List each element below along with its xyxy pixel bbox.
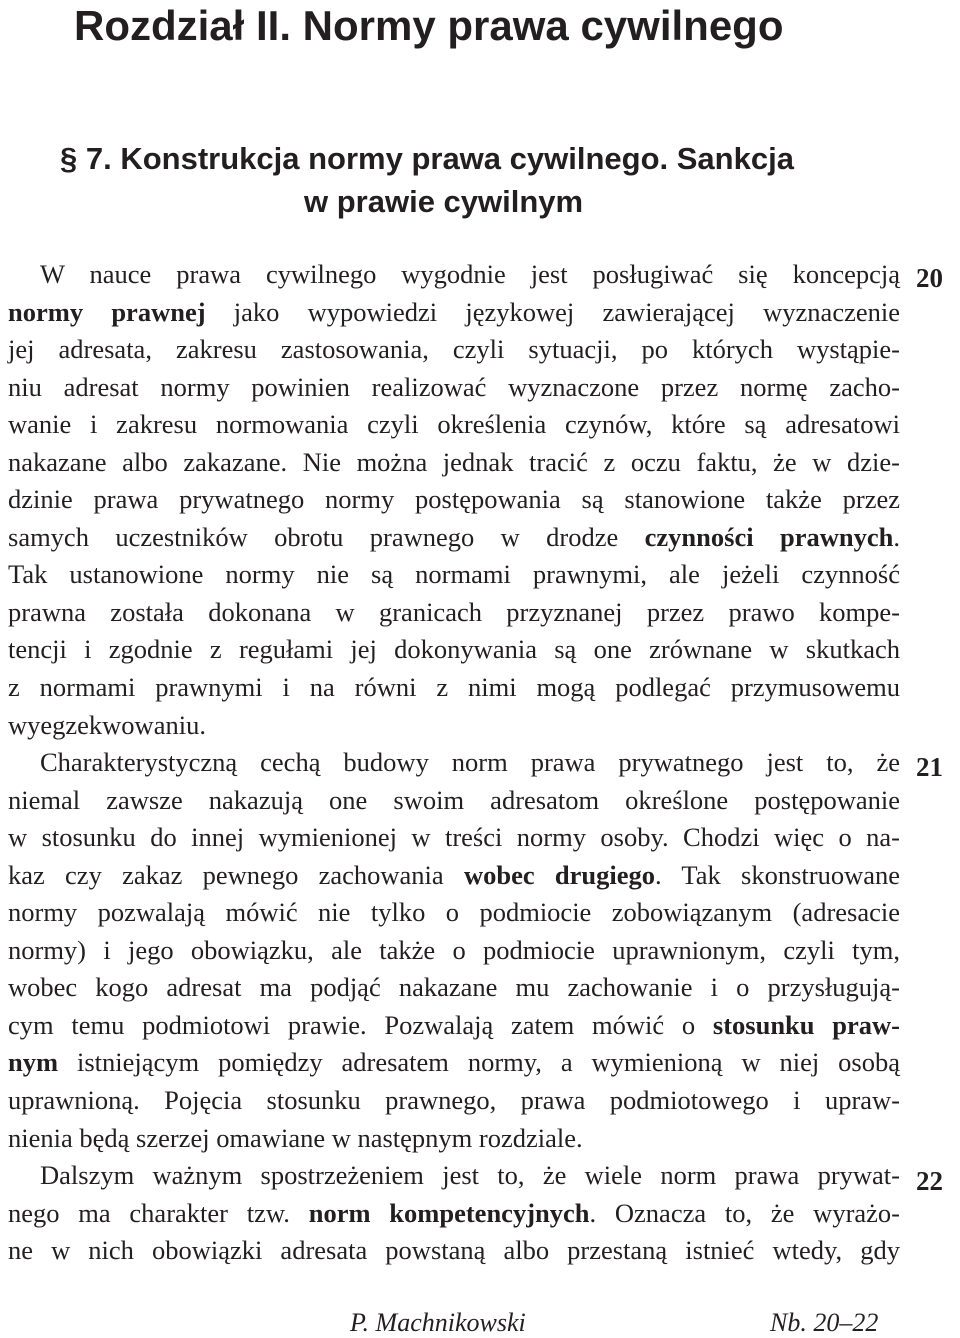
text-run: wanie i zakresu normowania czyli określenia czynów, które są adresatowi (8, 409, 900, 440)
text-run: W nauce prawa cywilnego wygodnie jest posługiwać się koncepcją (40, 259, 900, 289)
body-text (8, 256, 900, 1270)
text-run: wobec kogo adresat ma podjąć nakazane mu zachowanie i o przysługują- (8, 972, 900, 1003)
chapter-title: Rozdział II. Normy prawa cywilnego (74, 2, 784, 49)
text-line (8, 1007, 900, 1045)
text-line (8, 556, 900, 594)
text-line (8, 744, 900, 782)
section-title (0, 137, 960, 223)
text-run: nienia będą szerzej omawiane w następnym rozdziale. (8, 1122, 583, 1153)
text-run: niemal zawsze nakazują one swoim adresatom określone postępowanie (8, 784, 900, 815)
text-line (8, 444, 900, 482)
bold-term: wobec drugiego (463, 859, 655, 890)
text-run: nakazane albo zakazane. Nie można jednak tracić z oczu faktu, że w dzie- (8, 446, 900, 477)
text-line (8, 932, 900, 970)
text-run: Tak ustanowione normy nie są normami prawnymi, ale jeżeli czynność (8, 559, 900, 590)
section-title-line-1: § 7. Konstrukcja normy prawa cywilnego. Sankcja (60, 141, 794, 176)
text-line (8, 406, 900, 444)
text-line (8, 969, 900, 1007)
text-run: cym temu podmiotowi prawie. Pozwalają zatem mówić o (8, 1009, 713, 1040)
text-line (8, 1082, 900, 1120)
section-title-line-2: w prawie cywilnym (304, 184, 584, 219)
text-run: jako wypowiedzi językowej zawierającej wyznaczenie (205, 296, 900, 327)
text-line (8, 1195, 900, 1233)
text-run: samych uczestników obrotu prawnego w drodze (8, 521, 645, 552)
text-run: istniejącym pomiędzy adresatem normy, a wymienioną w niej osobą (58, 1047, 900, 1078)
text-run: normy pozwalają mówić nie tylko o podmiocie zobowiązanym (adresacie (8, 897, 900, 928)
text-line (8, 256, 900, 294)
text-run: niu adresat normy powinien realizować wyznaczone przez normę zacho- (8, 371, 900, 402)
text-run: z normami prawnymi i na równi z nimi mogą podlegać przymusowemu (8, 672, 900, 703)
text-line (8, 631, 900, 669)
text-run: wyegzekwowaniu. (8, 709, 206, 740)
text-line (8, 519, 900, 557)
margin-number: 21 (916, 752, 943, 782)
bold-term: nym (8, 1047, 59, 1078)
text-run: tencji i zgodnie z regułami jej dokonywania są one zrównane w skutkach (8, 634, 900, 665)
text-line (8, 894, 900, 932)
text-run: . Oznacza to, że wyrażo- (589, 1197, 900, 1228)
text-run: jej adresata, zakresu zastosowania, czyli sytuacji, po których wystąpie- (8, 334, 900, 365)
text-line (8, 857, 900, 895)
text-run: . (893, 521, 900, 552)
text-run: Charakterystyczną cechą budowy norm prawa prywatnego jest to, że (40, 747, 900, 778)
text-run: kaz czy zakaz pewnego zachowania (8, 859, 464, 890)
bold-term: normy prawnej (8, 296, 206, 327)
footer-marginal-numbers: Nb. 20–22 (770, 1308, 879, 1337)
text-run: . Tak skonstruowane (654, 859, 900, 890)
text-run: dzinie prawa prywatnego normy postępowania są stanowione także przez (8, 484, 900, 515)
text-run: normy) i jego obowiązku, ale także o podmiocie uprawnionym, czyli tym, (8, 934, 900, 965)
margin-number: 20 (916, 263, 943, 293)
text-line (8, 669, 900, 707)
text-run: ne w nich obowiązki adresata powstaną albo przestaną istnieć wtedy, gdy (8, 1235, 900, 1266)
text-line (8, 294, 900, 332)
footer-author: P. Machnikowski (350, 1308, 526, 1337)
text-line (8, 481, 900, 519)
margin-number: 22 (916, 1166, 943, 1196)
text-line (8, 707, 900, 745)
text-run: uprawnioną. Pojęcia stosunku prawnego, prawa podmiotowego i upraw- (8, 1085, 900, 1116)
text-line (8, 594, 900, 632)
text-run: nego ma charakter tzw. (8, 1197, 309, 1228)
bold-term: stosunku praw- (712, 1009, 900, 1040)
text-line (8, 331, 900, 369)
bold-term: czynności prawnych (644, 521, 894, 552)
text-run: Dalszym ważnym spostrzeżeniem jest to, że wiele norm prawa prywat- (40, 1160, 900, 1191)
text-run: w stosunku do innej wymienionej w treści normy osoby. Chodzi więc o na- (8, 822, 900, 853)
text-line (8, 819, 900, 857)
text-line (8, 369, 900, 407)
text-line (8, 782, 900, 820)
text-line (8, 1157, 900, 1195)
text-line (8, 1232, 900, 1270)
text-line (8, 1044, 900, 1082)
bold-term: norm kompetencyjnych (308, 1197, 590, 1228)
text-run: prawna została dokonana w granicach przyznanej przez prawo kompe- (8, 596, 900, 627)
text-line (8, 1120, 900, 1158)
